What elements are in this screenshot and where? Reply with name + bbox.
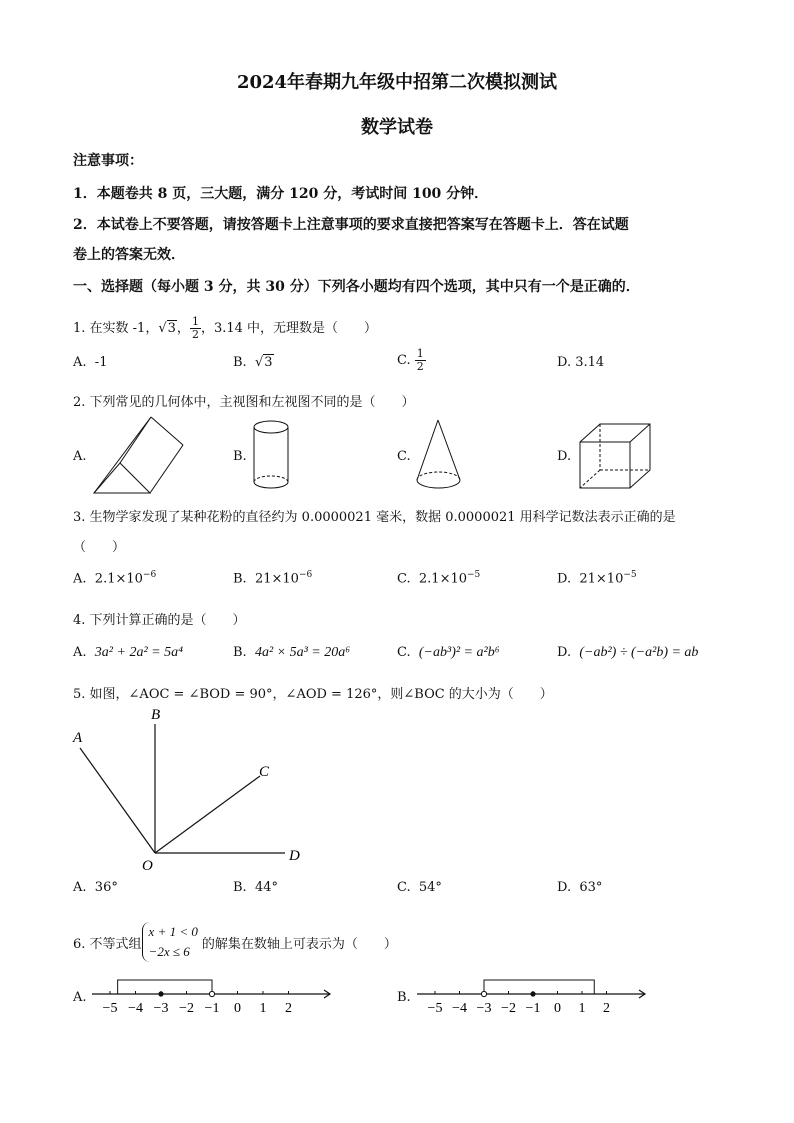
tick-label: −4 (128, 1001, 143, 1016)
q4-option-a: A. 3a² + 2a² = 5a⁴ (73, 645, 183, 660)
cube-figure (578, 422, 654, 490)
q5-option-b: B. 44° (233, 880, 278, 895)
notes-item-1: 1．本题卷共 8 页，三大题，满分 120 分，考试时间 100 分钟． (73, 186, 489, 202)
closed-point (530, 991, 535, 996)
tick-label: 0 (234, 1001, 241, 1016)
q3-option-d: D. $21\times 10^{-5}$ (557, 570, 637, 587)
ray-oa (80, 748, 155, 853)
q4-option-b: B. 4a² × 5a³ = 20a⁶ (233, 645, 351, 660)
exam-title: 2024年春期九年级中招第二次模拟测试 (236, 72, 558, 93)
section-1-heading: 一、选择题（每小题 3 分，共 30 分）下列各小题均有四个选项，其中只有一个是正确的． (73, 279, 640, 295)
tick-label: −4 (452, 1001, 467, 1016)
q6-option-a-label: A. (73, 990, 87, 1005)
q3-option-b: B. $21\times 10^{-6}$ (233, 570, 313, 587)
q4-option-c: C. (−ab³)² = a²b⁶ (397, 645, 500, 660)
exam-subtitle: 数学试卷 (361, 117, 433, 138)
question-3-line2: （ ） (73, 540, 126, 555)
notes-heading: 注意事项： (73, 153, 143, 169)
q3-option-c: C. $2.1\times 10^{-5}$ (397, 570, 481, 587)
tick-label: −3 (476, 1001, 492, 1016)
number-line-a (90, 972, 335, 1020)
tick-label: −5 (102, 1001, 118, 1016)
question-1: 1. 在实数 -1，√3， $\frac{1}{2}$ ，3.14 中，无理数是（ ） (73, 315, 378, 341)
point-label-b: B (151, 707, 161, 723)
cone-figure (414, 418, 464, 494)
question-4: 4. 下列计算正确的是（ ） (73, 613, 246, 628)
q1-prefix: 1. 在实数 -1， (73, 321, 159, 336)
solution-bracket (118, 980, 212, 994)
q1-option-d: D. 3.14 (557, 355, 605, 370)
tick-label: 2 (285, 1001, 292, 1016)
angle-diagram (70, 700, 320, 880)
q1-sqrt: √3 (158, 321, 176, 336)
triangular-prism-figure (88, 415, 188, 495)
solution-bracket (484, 980, 594, 994)
q1-suffix: 3.14 中，无理数是（ ） (213, 321, 378, 336)
ray-oc (155, 776, 260, 853)
tick-label: 2 (603, 1001, 610, 1016)
tick-label: −2 (179, 1001, 194, 1016)
q1-option-b: B. √3 (233, 355, 273, 370)
inequality-system: x + 1 < 0 −2x ≤ 6 (142, 922, 202, 962)
tick-label: −2 (501, 1001, 516, 1016)
q2-option-d-label: D. (557, 449, 572, 464)
tick-label: 0 (554, 1001, 561, 1016)
open-point (209, 991, 214, 996)
point-label-a: A (73, 730, 83, 746)
tick-label: −1 (204, 1001, 220, 1016)
q1-option-a: A. -1 (73, 355, 108, 370)
open-point (481, 991, 486, 996)
tick-label: −5 (427, 1001, 443, 1016)
tick-label: −3 (153, 1001, 169, 1016)
q5-option-c: C. 54° (397, 880, 442, 895)
q2-option-c-label: C. (397, 449, 411, 464)
q5-option-a: A. 36° (73, 880, 118, 895)
q2-option-b-label: B. (233, 449, 247, 464)
tick-label: −1 (525, 1001, 541, 1016)
question-2: 2. 下列常见的几何体中，主视图和左视图不同的是（ ） (73, 395, 415, 410)
tick-label: 1 (578, 1001, 586, 1016)
q4-option-d: D. (−ab²) ÷ (−a²b) = ab (557, 645, 699, 660)
question-3-line1: 3. 生物学家发现了某种花粉的直径约为 0.0000021 毫米，数据 0.0000021 用科学记数法表示正确的是 (73, 510, 676, 525)
tick-label: 1 (259, 1001, 267, 1016)
question-6: 6. 不等式组 x + 1 < 0 −2x ≤ 6 的解集在数轴上可表示为（ ） (73, 922, 397, 962)
q3-option-a: A. $2.1\times 10^{-6}$ (73, 570, 157, 587)
q6-option-b-label: B. (397, 990, 411, 1005)
point-label-o: O (142, 858, 153, 874)
q1-option-c: C. $\frac{1}{2}$ (397, 347, 424, 373)
cylinder-figure (252, 418, 292, 494)
notes-item-2-line2: 卷上的答案无效． (73, 247, 185, 263)
point-label-c: C (259, 764, 270, 780)
point-label-d: D (289, 848, 300, 864)
notes-item-2-line1: 2．本试卷上不要答题，请按答题卡上注意事项的要求直接把答案写在答题卡上．答在试题 (73, 217, 629, 233)
q2-option-a-label: A. (73, 449, 87, 464)
question-5: 5. 如图，∠AOC = ∠BOD = 90°，∠AOD = 126°，则∠BOC 的大小为（ ） (73, 687, 553, 702)
q5-option-d: D. 63° (557, 880, 603, 895)
q1-fraction: $\frac{1}{2}$ (191, 315, 199, 341)
number-line-b (415, 972, 650, 1020)
closed-point (158, 991, 163, 996)
